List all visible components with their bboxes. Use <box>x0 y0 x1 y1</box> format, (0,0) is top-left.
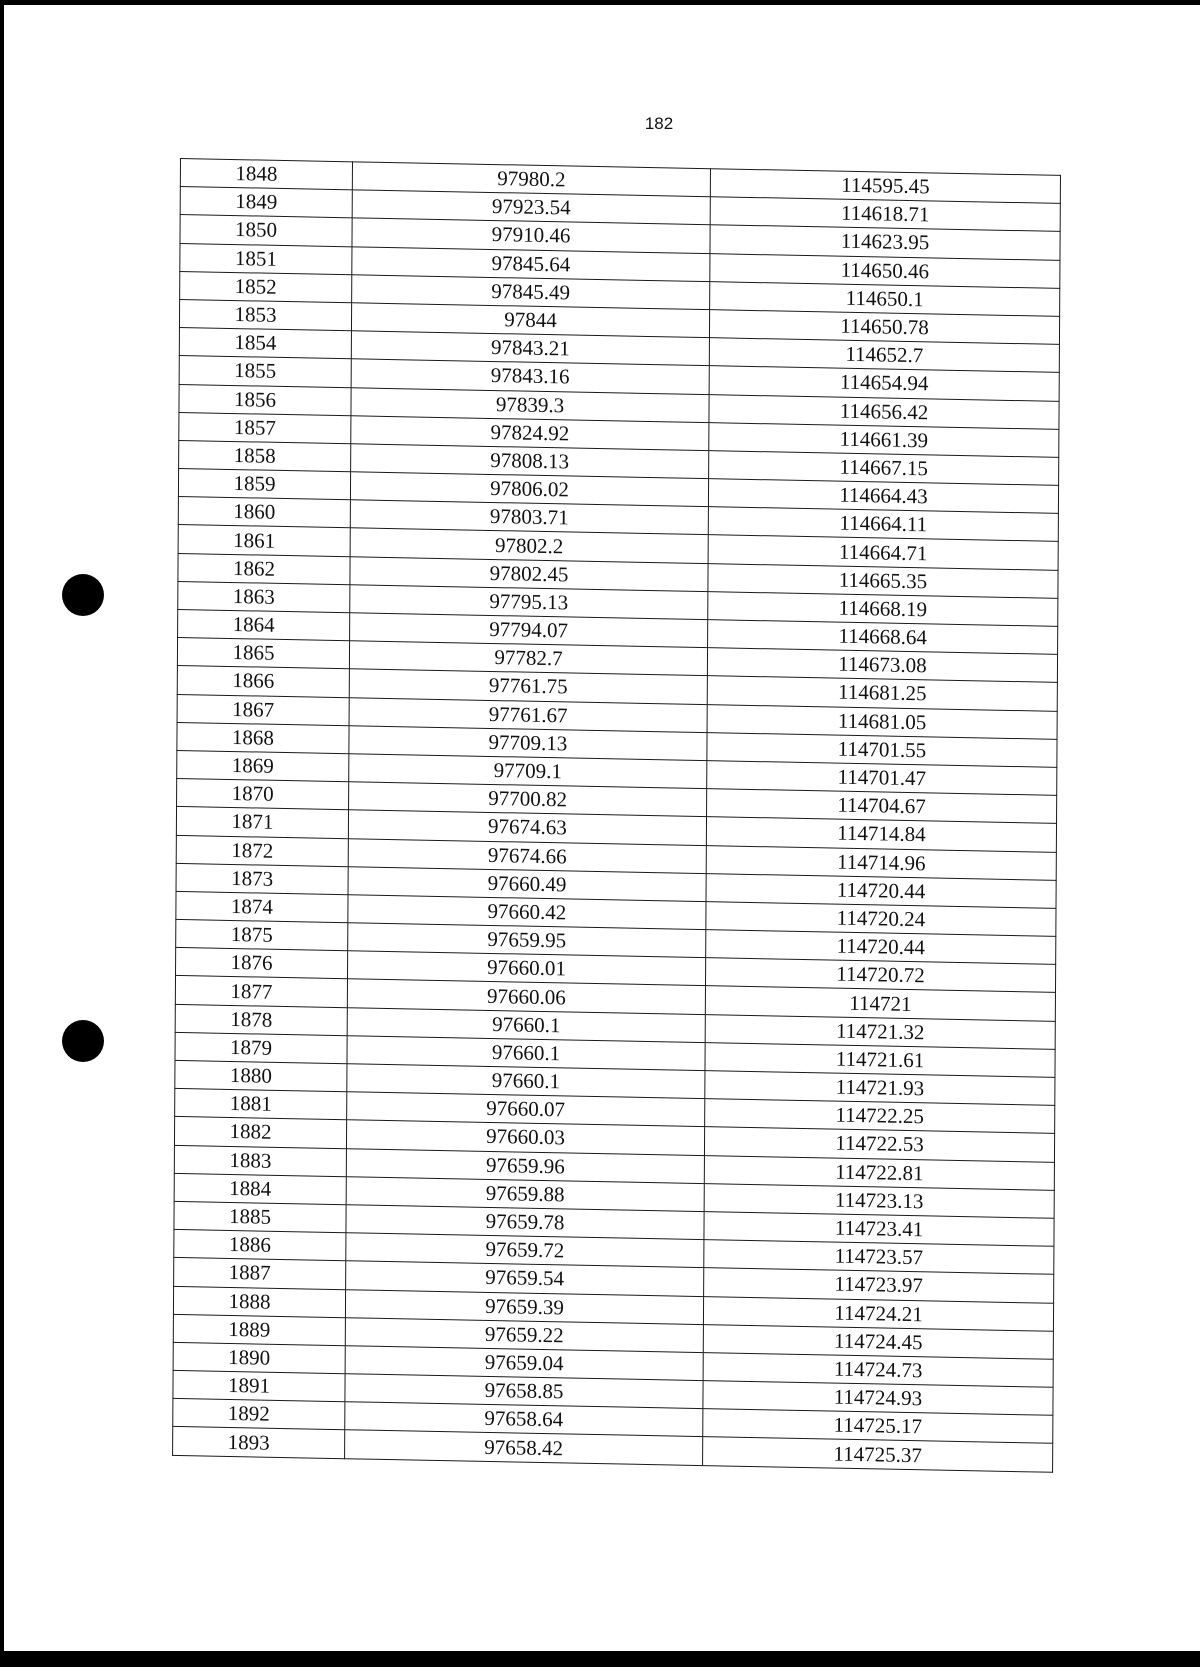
cell-value-a: 97795.13 <box>350 585 708 620</box>
cell-value-b: 114721.32 <box>705 1014 1055 1049</box>
cell-year: 1861 <box>178 525 350 556</box>
cell-year: 1860 <box>178 497 350 528</box>
cell-year: 1877 <box>175 976 347 1007</box>
cell-year: 1876 <box>176 948 348 979</box>
cell-value-a: 97659.54 <box>346 1261 704 1296</box>
cell-value-b: 114667.15 <box>709 451 1059 486</box>
cell-value-b: 114664.11 <box>708 507 1058 542</box>
cell-value-a: 97782.7 <box>349 641 707 676</box>
cell-value-a: 97844 <box>351 303 709 338</box>
cell-year: 1871 <box>176 807 348 838</box>
cell-year: 1889 <box>173 1314 345 1345</box>
cell-value-b: 114722.53 <box>704 1127 1054 1162</box>
cell-value-a: 97659.88 <box>346 1176 704 1211</box>
cell-year: 1866 <box>177 666 349 697</box>
cell-value-a: 97806.02 <box>350 472 708 507</box>
cell-year: 1863 <box>178 581 350 612</box>
cell-value-b: 114720.72 <box>705 958 1055 993</box>
cell-value-b: 114704.67 <box>707 789 1057 824</box>
cell-value-b: 114725.37 <box>703 1437 1053 1472</box>
cell-value-a: 97803.71 <box>350 500 708 535</box>
cell-value-a: 97674.66 <box>348 838 706 873</box>
cell-year: 1884 <box>174 1173 346 1204</box>
cell-value-b: 114723.57 <box>704 1240 1054 1275</box>
cell-year: 1888 <box>173 1286 345 1317</box>
cell-year: 1864 <box>178 609 350 640</box>
cell-year: 1850 <box>180 215 352 246</box>
cell-value-a: 97843.16 <box>351 359 709 394</box>
cell-value-a: 97980.2 <box>352 162 710 197</box>
cell-value-b: 114724.73 <box>703 1352 1053 1387</box>
punch-hole-lower <box>62 1020 104 1062</box>
cell-value-a: 97709.1 <box>349 754 707 789</box>
cell-year: 1867 <box>177 694 349 725</box>
cell-value-b: 114701.55 <box>707 732 1057 767</box>
cell-year: 1865 <box>177 638 349 669</box>
cell-value-a: 97839.3 <box>351 387 709 422</box>
cell-value-b: 114664.43 <box>708 479 1058 514</box>
cell-value-a: 97659.04 <box>345 1346 703 1381</box>
cell-value-a: 97761.75 <box>349 669 707 704</box>
cell-value-a: 97660.42 <box>348 895 706 930</box>
cell-value-b: 114720.24 <box>706 901 1056 936</box>
cell-value-a: 97660.1 <box>347 1064 705 1099</box>
cell-value-b: 114714.96 <box>706 845 1056 880</box>
cell-year: 1875 <box>176 919 348 950</box>
punch-hole-upper <box>62 574 104 616</box>
cell-value-b: 114661.39 <box>709 422 1059 457</box>
cell-value-a: 97910.46 <box>352 218 710 253</box>
cell-value-b: 114724.45 <box>703 1324 1053 1359</box>
cell-value-b: 114623.95 <box>710 225 1060 260</box>
page-number: 182 <box>644 114 674 133</box>
cell-value-a: 97659.22 <box>345 1317 703 1352</box>
cell-value-a: 97658.42 <box>345 1430 703 1465</box>
cell-year: 1857 <box>179 412 351 443</box>
cell-value-b: 114618.71 <box>710 197 1060 232</box>
cell-year: 1858 <box>179 440 351 471</box>
cell-value-a: 97659.39 <box>345 1289 703 1324</box>
cell-year: 1868 <box>177 722 349 753</box>
cell-value-b: 114652.7 <box>709 338 1059 373</box>
cell-year: 1892 <box>173 1399 345 1430</box>
cell-value-a: 97802.2 <box>350 528 708 563</box>
cell-year: 1882 <box>174 1117 346 1148</box>
cell-value-b: 114722.25 <box>705 1099 1055 1134</box>
cell-year: 1854 <box>179 328 351 359</box>
cell-value-a: 97658.64 <box>345 1402 703 1437</box>
cell-value-b: 114681.25 <box>707 676 1057 711</box>
cell-value-a: 97660.07 <box>347 1092 705 1127</box>
cell-value-b: 114650.1 <box>710 281 1060 316</box>
cell-value-b: 114720.44 <box>706 930 1056 965</box>
cell-value-b: 114668.64 <box>708 620 1058 655</box>
scan-border-bottom <box>0 1651 1200 1667</box>
cell-value-b: 114654.94 <box>709 366 1059 401</box>
cell-value-b: 114724.93 <box>703 1381 1053 1416</box>
cell-year: 1855 <box>179 356 351 387</box>
cell-year: 1883 <box>174 1145 346 1176</box>
cell-value-a: 97659.72 <box>346 1233 704 1268</box>
cell-year: 1862 <box>178 553 350 584</box>
cell-year: 1859 <box>178 469 350 500</box>
scan-border-left <box>0 0 4 1667</box>
cell-value-b: 114723.13 <box>704 1183 1054 1218</box>
cell-value-a: 97659.96 <box>346 1148 704 1183</box>
cell-year: 1851 <box>180 243 352 274</box>
cell-value-b: 114681.05 <box>707 704 1057 739</box>
cell-year: 1893 <box>173 1427 345 1458</box>
cell-value-b: 114656.42 <box>709 394 1059 429</box>
cell-value-a: 97802.45 <box>350 556 708 591</box>
cell-year: 1872 <box>176 835 348 866</box>
cell-value-b: 114721.93 <box>705 1071 1055 1106</box>
cell-value-b: 114714.84 <box>706 817 1056 852</box>
cell-value-b: 114650.78 <box>709 310 1059 345</box>
cell-year: 1856 <box>179 384 351 415</box>
cell-value-a: 97709.13 <box>349 726 707 761</box>
cell-value-b: 114721 <box>705 986 1055 1021</box>
cell-value-a: 97843.21 <box>351 331 709 366</box>
data-table <box>172 158 1061 1472</box>
cell-value-a: 97660.06 <box>347 979 705 1014</box>
cell-value-a: 97700.82 <box>349 782 707 817</box>
cell-year: 1878 <box>175 1004 347 1035</box>
cell-year: 1869 <box>177 750 349 781</box>
cell-value-a: 97658.85 <box>345 1374 703 1409</box>
cell-value-a: 97761.67 <box>349 697 707 732</box>
cell-value-a: 97794.07 <box>350 613 708 648</box>
cell-value-b: 114668.19 <box>708 591 1058 626</box>
cell-value-b: 114724.21 <box>703 1296 1053 1331</box>
data-table-container <box>172 158 1080 1515</box>
cell-year: 1890 <box>173 1342 345 1373</box>
cell-year: 1853 <box>179 299 351 330</box>
cell-value-b: 114723.41 <box>704 1212 1054 1247</box>
cell-value-b: 114595.45 <box>710 169 1060 204</box>
cell-value-a: 97660.1 <box>347 1036 705 1071</box>
cell-value-b: 114701.47 <box>707 761 1057 796</box>
cell-year: 1852 <box>180 271 352 302</box>
cell-year: 1873 <box>176 863 348 894</box>
cell-value-a: 97808.13 <box>351 444 709 479</box>
cell-value-a: 97824.92 <box>351 415 709 450</box>
cell-year: 1887 <box>174 1258 346 1289</box>
cell-value-b: 114721.61 <box>705 1042 1055 1077</box>
cell-value-b: 114665.35 <box>708 563 1058 598</box>
cell-value-a: 97660.49 <box>348 866 706 901</box>
data-table-body <box>173 159 1061 1472</box>
cell-value-a: 97923.54 <box>352 190 710 225</box>
cell-year: 1891 <box>173 1370 345 1401</box>
scan-border-top <box>0 0 1200 5</box>
cell-value-b: 114664.71 <box>708 535 1058 570</box>
cell-year: 1880 <box>175 1060 347 1091</box>
cell-value-b: 114725.17 <box>703 1409 1053 1444</box>
cell-value-b: 114673.08 <box>707 648 1057 683</box>
cell-value-a: 97659.78 <box>346 1205 704 1240</box>
cell-year: 1881 <box>175 1089 347 1120</box>
cell-value-b: 114722.81 <box>704 1155 1054 1190</box>
cell-value-b: 114650.46 <box>710 253 1060 288</box>
cell-value-a: 97659.95 <box>348 923 706 958</box>
cell-value-a: 97660.1 <box>347 1007 705 1042</box>
cell-value-a: 97845.64 <box>352 246 710 281</box>
cell-value-a: 97674.63 <box>348 810 706 845</box>
cell-year: 1885 <box>174 1201 346 1232</box>
cell-value-a: 97845.49 <box>352 275 710 310</box>
cell-value-b: 114723.97 <box>704 1268 1054 1303</box>
cell-year: 1848 <box>180 159 352 190</box>
cell-year: 1870 <box>177 779 349 810</box>
cell-year: 1879 <box>175 1032 347 1063</box>
cell-value-a: 97660.03 <box>346 1120 704 1155</box>
cell-year: 1849 <box>180 187 352 218</box>
cell-value-b: 114720.44 <box>706 873 1056 908</box>
cell-year: 1874 <box>176 891 348 922</box>
cell-value-a: 97660.01 <box>348 951 706 986</box>
cell-year: 1886 <box>174 1230 346 1261</box>
